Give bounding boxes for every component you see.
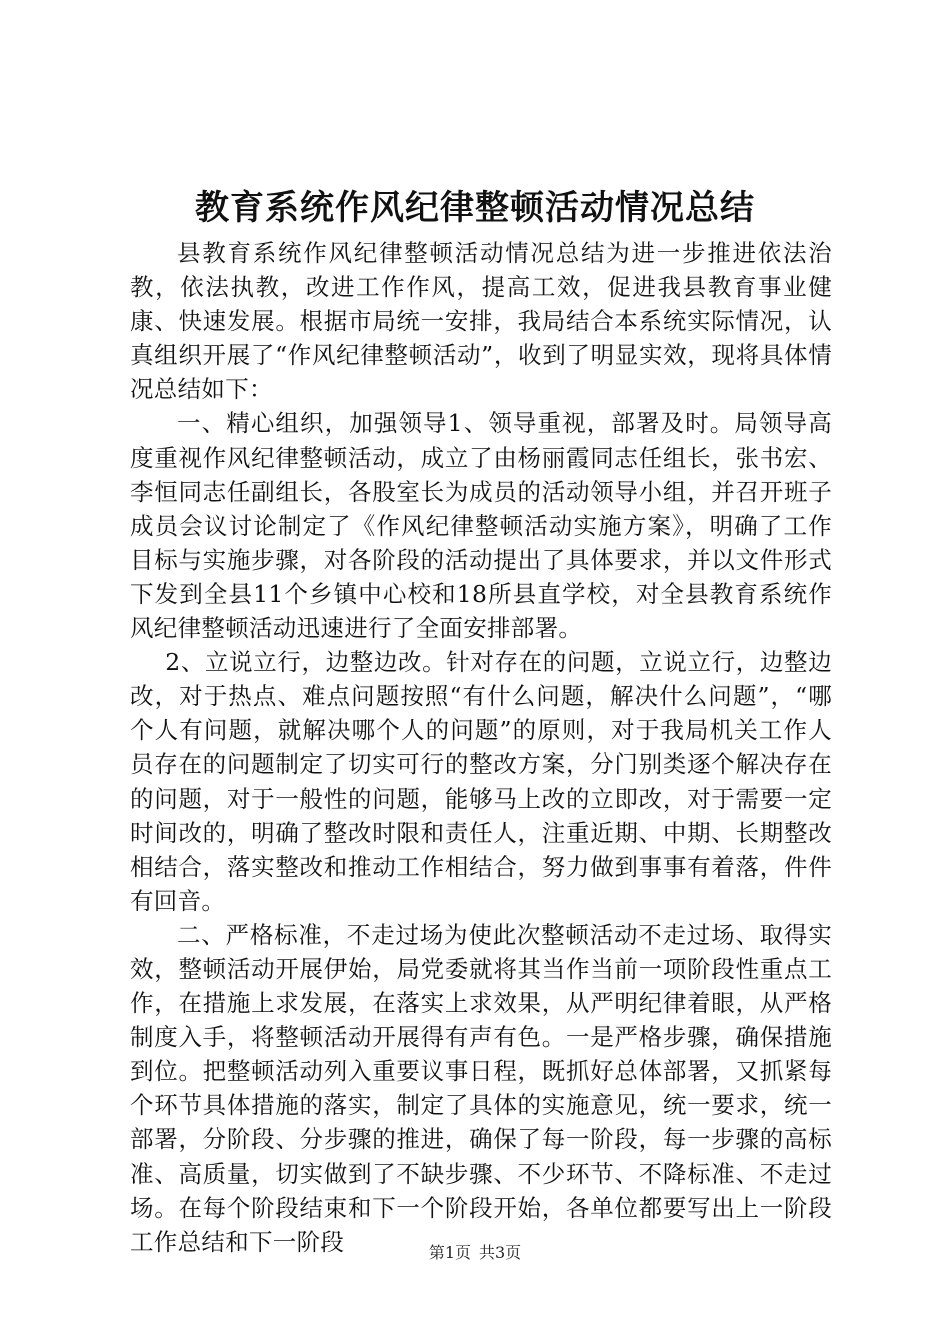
paragraph-section-one: 一、精心组织，加强领导1、领导重视，部署及时。局领导高度重视作风纪律整顿活动，成立了由杨丽霞同志任组长，张书宏、李恒同志任副组长，各股室长为成员的活动领导小组，并召开班子成员会议讨论制定了《作风纪律整顿活动实施方案》，明确了工作目标与实施步骤，对各阶段的活动提出了具体要求，并以文件形式下发到全县11个乡镇中心校和18所县直学校，对全县教育系统作风纪律整顿活动迅速进行了全面安排部署。 (130, 409, 832, 643)
document-body (130, 236, 832, 1259)
paragraph-intro: 县教育系统作风纪律整顿活动情况总结为进一步推进依法治教，依法执教，改进工作作风，提高工效，促进我县教育事业健康、快速发展。根据市局统一安排，我局结合本系统实际情况，认真组织开展了“作风纪律整顿活动”，收到了明显实效，现将具体情况总结如下： (130, 239, 832, 404)
page-footer (0, 1242, 950, 1264)
document-title: 教育系统作风纪律整顿活动情况总结 (195, 188, 755, 228)
page-number: 第1页 (428, 1243, 471, 1262)
paragraph-item-two: 2、立说立行，边整边改。针对存在的问题，立说立行，边整边改，对于热点、难点问题按照“有什么问题，解决什么问题”，“哪个人有问题，就解决哪个人的问题”的原则，对于我局机关工作人员存在的问题制定了切实可行的整改方案，分门别类逐个解决存在的问题，对于一般性的问题，能够马上改的立即改，对于需要一定时间改的，明确了整改时限和责任人，注重近期、中期、长期整改相结合，落实整改和推动工作相结合，努力做到事事有着落，件件有回音。 (130, 648, 832, 915)
paragraph-section-two: 二、严格标准，不走过场为使此次整顿活动不走过场、取得实效，整顿活动开展伊始，局党委就将其当作当前一项阶段性重点工作，在措施上求发展，在落实上求效果，从严明纪律着眼，从严格制度入手，将整顿活动开展得有声有色。一是严格步骤，确保措施到位。把整顿活动列入重要议事日程，既抓好总体部署，又抓紧每个环节具体措施的落实，制定了具体的实施意见，统一要求，统一部署，分阶段、分步骤的推进，确保了每一阶段，每一步骤的高标准、高质量，切实做到了不缺步骤、不少环节、不降标准、不走过场。在每个阶段结束和下一个阶段开始，各单位都要写出上一阶段工作总结和下一阶段 (130, 920, 832, 1256)
page-total: 共3页 (479, 1243, 522, 1262)
